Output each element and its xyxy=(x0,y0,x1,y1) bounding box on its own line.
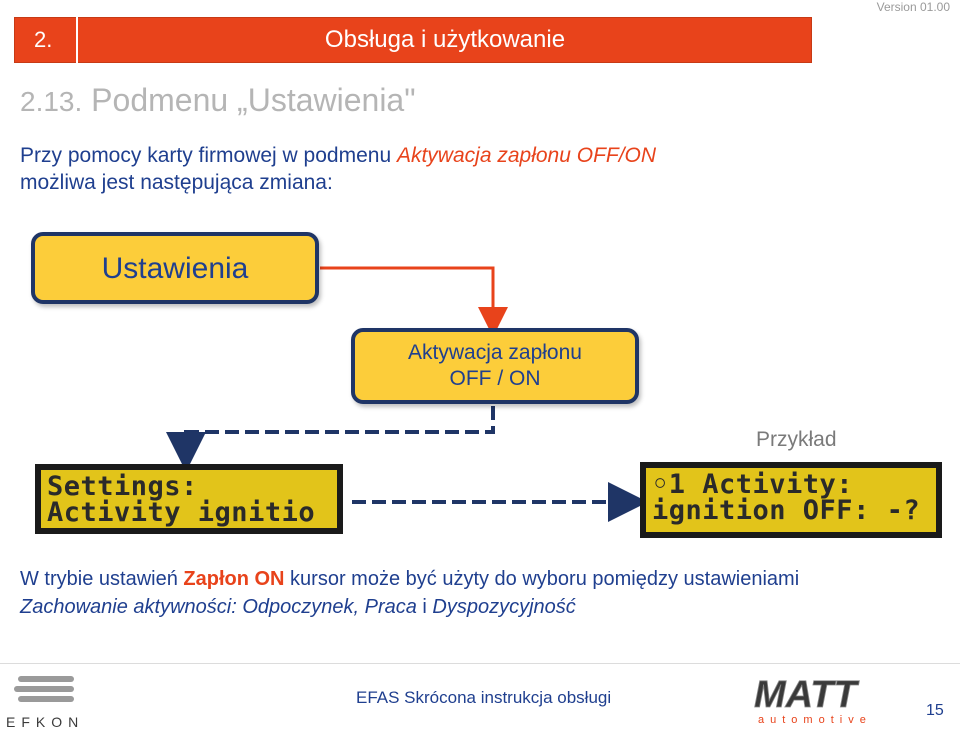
activation-line1: Aktywacja zapłonu xyxy=(408,341,582,364)
section-title: Podmenu „Ustawienia" xyxy=(91,82,416,118)
lcd-screen xyxy=(646,468,936,532)
svg-text:automotive: automotive xyxy=(758,714,872,726)
svg-text:EFKON: EFKON xyxy=(6,714,85,730)
chapter-title: Obsługa i użytkowanie xyxy=(324,26,566,53)
chapter-number: 2. xyxy=(14,17,78,63)
lcd-display-settings xyxy=(35,464,343,534)
page-number: 15 xyxy=(926,702,944,719)
intro-highlight: Aktywacja zapłonu OFF/ON xyxy=(396,144,657,167)
lcd-line2: Activity ignitio xyxy=(47,497,316,528)
settings-box: Ustawienia xyxy=(31,232,319,304)
svg-text:MATT: MATT xyxy=(754,674,857,716)
bottom-i: i xyxy=(416,596,433,618)
bottom-dyspozycyjnosc: Dyspozycyjność xyxy=(432,596,576,618)
lcd-display-activity xyxy=(640,462,942,538)
bottom-zachowanie: Zachowanie aktywności: Odpoczynek, Praca xyxy=(20,596,417,618)
lcd-line2: ignition OFF: -? xyxy=(652,495,921,526)
intro-text xyxy=(20,142,920,196)
lcd-line1: ◦1 Activity: xyxy=(652,469,854,500)
lcd-screen xyxy=(41,470,337,528)
bottom-explanation xyxy=(20,565,940,621)
section-number: 2.13. xyxy=(20,86,83,117)
version-label: Version 01.00 xyxy=(876,0,950,14)
activation-box xyxy=(351,328,639,404)
lcd-line1: Settings: xyxy=(47,471,198,502)
settings-to-activation-arrow xyxy=(320,268,493,322)
bottom-zaplon-on: Zapłon ON xyxy=(183,568,285,590)
intro-part2: możliwa jest następująca zmiana: xyxy=(20,171,333,194)
activation-line2: OFF / ON xyxy=(449,367,541,390)
matt-automotive-logo xyxy=(752,671,892,727)
efkon-logo xyxy=(0,672,100,732)
footer-divider xyxy=(0,663,960,664)
bottom-text-2: kursor może być użyty do wyboru pomiędzy ustawieniami xyxy=(284,568,800,590)
activation-to-lcd-arrow xyxy=(186,406,493,452)
document-title: EFAS Skrócona instrukcja obsługi xyxy=(356,688,612,707)
example-label: Przykład xyxy=(756,428,837,451)
bottom-text-1: W trybie ustawień xyxy=(20,568,184,590)
section-heading xyxy=(20,82,416,119)
intro-part1: Przy pomocy karty firmowej w podmenu xyxy=(20,144,397,167)
